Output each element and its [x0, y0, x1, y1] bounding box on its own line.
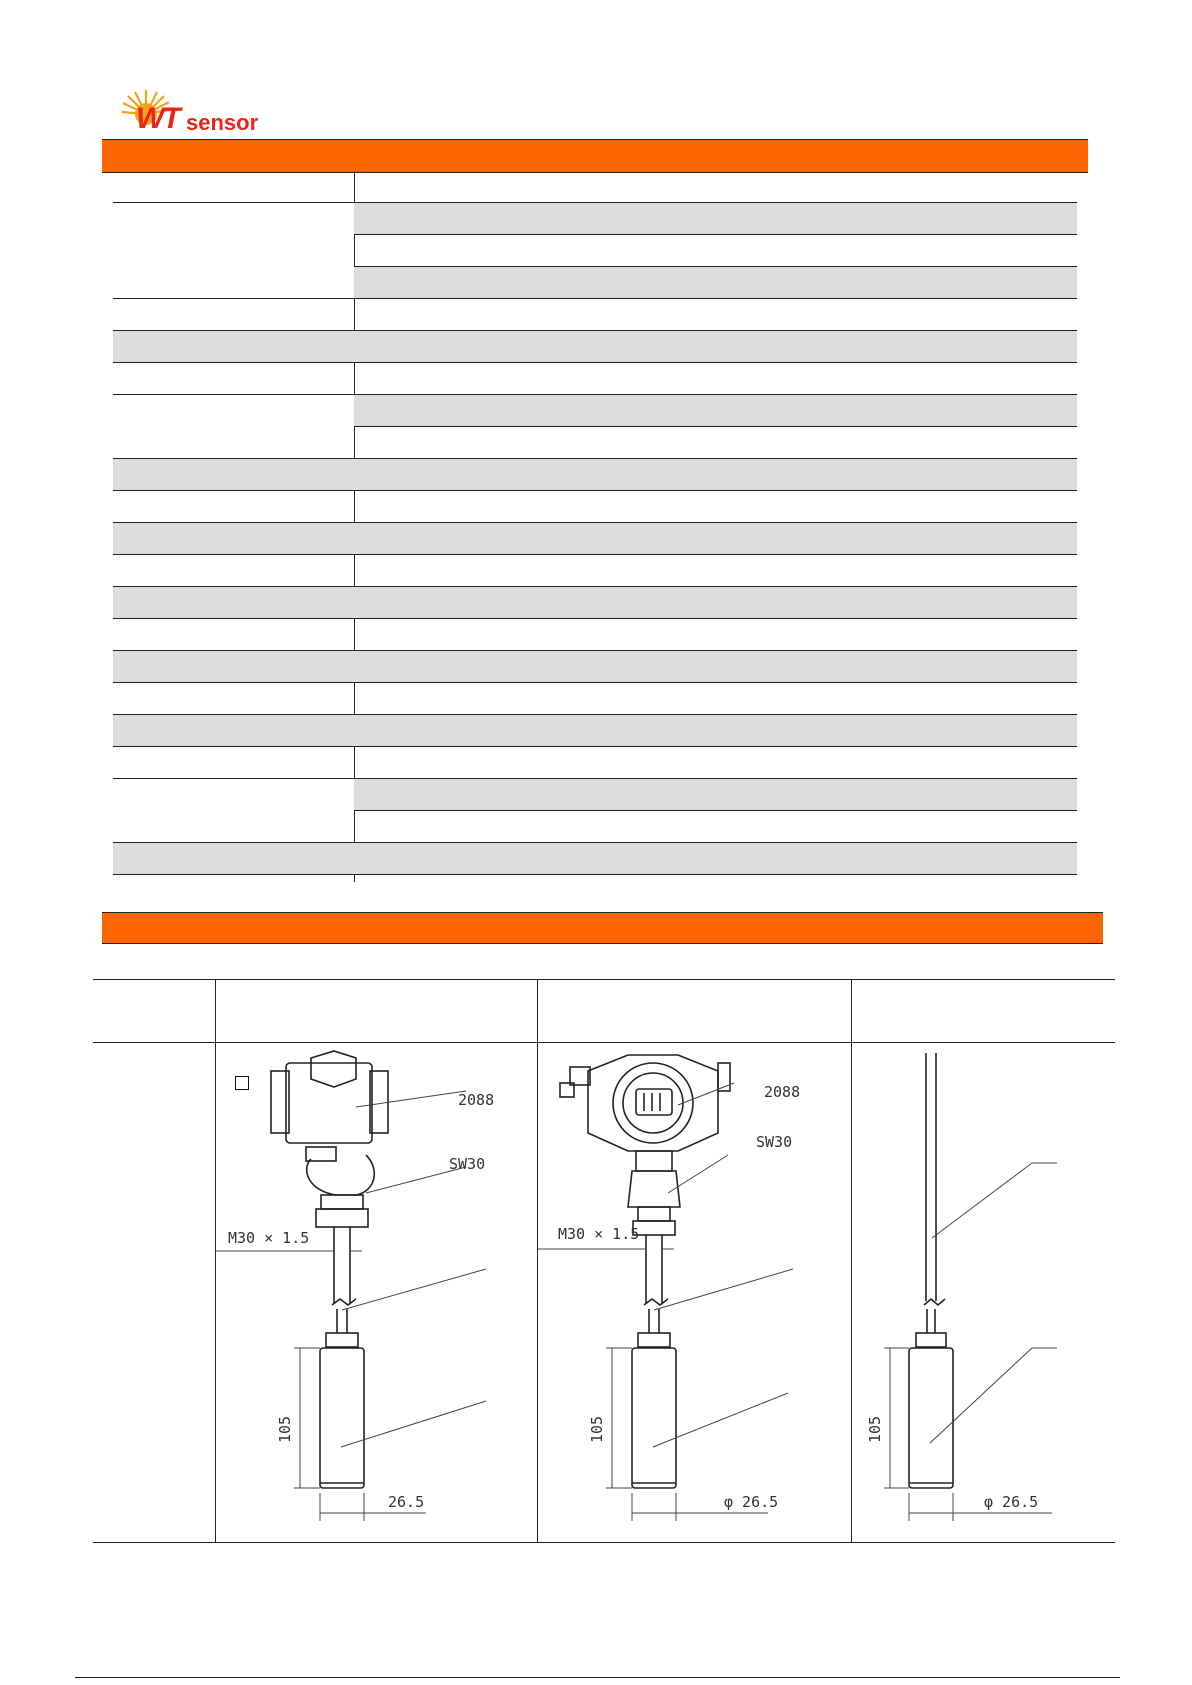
- spec-value-cell: [354, 779, 1077, 811]
- diameter-label-text: 26.5: [388, 1493, 425, 1511]
- spec-value-cell: [354, 715, 1077, 747]
- spec-label-cell: [113, 843, 354, 875]
- spec-value-cell: [354, 395, 1077, 427]
- spec-value-cell: [354, 235, 1077, 267]
- height-label-text: 105: [866, 1415, 884, 1443]
- logo-wordmark-text: sensor: [186, 110, 259, 135]
- spec-value-cell: [354, 171, 1077, 203]
- logo-mark-text: WT: [136, 102, 179, 135]
- spec-value-cell: [354, 491, 1077, 523]
- diagram-cable-probe: [852, 1043, 1095, 1541]
- spec-label-cell: [113, 459, 354, 491]
- spec-label-cell: [113, 715, 354, 747]
- dimension-header-cell: [216, 980, 537, 1042]
- spec-label-cell: [113, 299, 354, 331]
- spec-value-cell: [354, 843, 1077, 875]
- spec-value-cell: [354, 811, 1077, 843]
- height-label-text: 105: [276, 1415, 294, 1443]
- thread-label-text: M30 × 1.5: [558, 1225, 640, 1243]
- spec-label-cell: [113, 171, 354, 203]
- spec-label-cell: [113, 363, 354, 395]
- spec-value-cell: [354, 555, 1077, 587]
- spec-value-cell: [354, 331, 1077, 363]
- dimension-header-cell: [852, 980, 1095, 1042]
- model-label-text: 2088: [764, 1083, 801, 1101]
- nut-label-text: SW30: [449, 1155, 486, 1173]
- spec-value-cell: [354, 651, 1077, 683]
- section-header-bar-dimensions: [102, 912, 1103, 944]
- section-header-bar-specifications: [102, 139, 1088, 173]
- diagram-lcd-transmitter: [538, 1043, 850, 1541]
- spec-label-cell: [113, 395, 354, 459]
- spec-value-cell: [354, 683, 1077, 715]
- spec-value-cell: [354, 299, 1077, 331]
- spec-label-cell: [113, 779, 354, 843]
- spec-label-cell: [113, 491, 354, 523]
- height-label-text: 105: [588, 1415, 606, 1443]
- dimension-header-cell: [93, 980, 215, 1042]
- spec-label-cell: [113, 555, 354, 587]
- spec-label-cell: [113, 203, 354, 299]
- spec-value-cell: [354, 587, 1077, 619]
- page-footer-rule: [75, 1677, 1120, 1678]
- spec-value-cell: [354, 267, 1077, 299]
- spec-label-cell: [113, 587, 354, 619]
- spec-value-cell: [354, 427, 1077, 459]
- spec-value-cell: [354, 619, 1077, 651]
- diameter-label-text: φ 26.5: [724, 1493, 779, 1511]
- spec-label-cell: [113, 651, 354, 683]
- spec-label-cell: [113, 331, 354, 363]
- dimension-table-bottom-rule: [93, 1542, 1115, 1543]
- company-logo: [118, 88, 278, 138]
- spec-value-cell: [354, 523, 1077, 555]
- spec-label-cell: [113, 523, 354, 555]
- spec-label-cell: [113, 619, 354, 651]
- spec-label-cell: [113, 747, 354, 779]
- spec-value-cell: [354, 363, 1077, 395]
- diagram-housing-transmitter: [216, 1043, 536, 1541]
- spec-value-cell: [354, 747, 1077, 779]
- specification-table: [113, 171, 1077, 875]
- spec-value-cell: [354, 203, 1077, 235]
- spec-value-cell: [354, 459, 1077, 491]
- dimension-header-cell: [538, 980, 851, 1042]
- spec-label-cell: [113, 683, 354, 715]
- thread-label-text: M30 × 1.5: [228, 1229, 310, 1247]
- nut-label-text: SW30: [756, 1133, 793, 1151]
- model-label-text: 2088: [458, 1091, 495, 1109]
- diameter-label-text: φ 26.5: [984, 1493, 1039, 1511]
